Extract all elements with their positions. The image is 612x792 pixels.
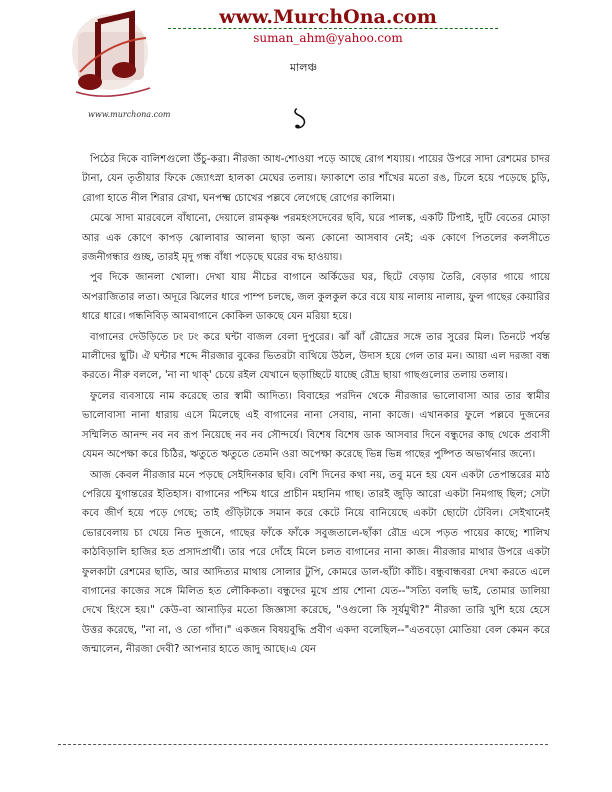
paragraph-2: মেঝে সাদা মারবেলে বাঁধানো, দেয়ালে রামকৃষ্ণ পরমহংসদেবের ছবি, ঘরে পালঙ্ক, একটি টিপাই, দুটি বেতের মোড়া আর এক কোণে কাপড় ঝোলাবার আলনা ছাড়া অন্য কোনো আসবাব নেই; এক কোণে পিতলের কলসীতে রজনীগন্ধার গুচ্ছ, তারই মৃদু গন্ধ বাঁধা পড়েছে ঘরের বদ্ধ হাওয়ায়। bbox=[82, 213, 550, 264]
paragraph-4: বাগানের দেউড়িতে ঢং ঢং করে ঘন্টা বাজল বেলা দুপুরের। ঝাঁ ঝাঁ রৌদ্রের সঙ্গে তার সুরের মিল। তিনটে পর্যন্ত মালীদের ছুটি। ঐ ঘন্টার শব্দে নীরজার বুকের ভিতরটা ব্যথিয়ে উঠল, উদাস হয়ে গেল তার মন। আয়া এল দরজা বন্ধ করতে। নীরু বললে, 'না না থাক্' চেয়ে রইল যেখানে ছড়াচ্ছিটে যাচ্ছে রৌদ্র ছায়া গাছগুলোর তলায় তলায়। bbox=[82, 331, 550, 382]
paragraph-3: পুব দিকে জানলা খোলা। দেখা যায় নীচের বাগানে অর্কিডের ঘর, ছিটে বেড়ায় তৈরি, বেড়ার গায়ে গায়ে অপরাজিতার লতা। অদূরে ঝিলের ধারে পাম্প চলছে, জল কুলকুল করে বয়ে যায় নালায় নালায়, ফুল গাছের কেয়ারির ধারে ধারে। গন্ধনিবিড় আমবাগানে কোকিল ডাকছে যেন মরিয়া হয়ে। bbox=[82, 272, 550, 323]
contact-email[interactable]: suman_ahm@yahoo.com bbox=[253, 31, 403, 45]
paragraph-5: ফুলের ব্যবসায়ে নাম করেছে তার স্বামী আদিত্য। বিবাহের পরদিন থেকে নীরজার ভালোবাসা আর তার স্বামীর ভালোবাসা নানা ধারায় এসে মিলেছে এই বাগানের নানা সেবায়, নানা কাজে। এখানকার ফুলে পল্লবে দুজনের সম্মিলিত আনন্দ নব নব রূপ নিয়েছে নব নব সৌন্দর্যে। বিশেষ বিশেষ ডাক আসবার দিনে বন্ধুদের কাছ থেকে প্রবাসী যেমন অপেক্ষা করে চিঠির, ঋতুতে ঋতুতে তেমনি ওরা অপেক্ষা করেছে ভিন্ন ভিন্ন গাছের পুষ্পিত অভ্যর্থনার জন্যে। bbox=[82, 390, 550, 461]
murchona-logo bbox=[68, 2, 158, 120]
logo-caption: www.murchona.com bbox=[88, 110, 171, 119]
footer-divider bbox=[58, 744, 548, 745]
header-divider bbox=[168, 28, 498, 29]
chapter-number: ১ bbox=[290, 101, 310, 136]
site-title[interactable]: www.MurchOna.com bbox=[219, 6, 437, 28]
body-text bbox=[82, 150, 550, 661]
paragraph-1: পিঠের দিকে বালিশগুলো উঁচু-করা। নীরজা আধ-শোওয়া পড়ে আছে রোগ শয্যায়। পায়ের উপরে সাদা রেশমের চাদর টানা, যেন তৃতীয়ার ফিকে জ্যোৎস্না হালকা মেঘের তলায়। ফ্যাকাশে তার শাঁখের মতো রঙ, ঢিলে হয়ে পড়েছে চুড়ি, রোগা হাতে নীল শিরার রেখা, ঘনপক্ষ্ম চোখের পল্লবে লেগেছে রোগের কালিমা। bbox=[82, 154, 550, 204]
music-note-logo-icon bbox=[68, 2, 158, 120]
book-title: মালঞ্চ bbox=[290, 61, 318, 74]
paragraph-6: আজ কেবল নীরজার মনে পড়ছে সেইদিনকার ছবি। বেশি দিনের কথা নয়, তবু মনে হয় যেন একটা তেপান্তরের মাঠ পেরিয়ে যুগান্তরের ইতিহাস। বাগানের পশ্চিম ধারে প্রাচীন মহানিম গাছ। তারই জুড়ি আরো একটা নিমগাছ ছিল; সেটা কবে জীর্ণ হয়ে পড়ে গেছে; তাই গুঁড়িটাকে সমান করে কেটে নিয়ে বানিয়েছে একটা ছোটো টেবিল। সেইখানেই ভোরবেলায় চা খেয়ে নিত দুজনে, গাছের ফাঁকে ফাঁকে সবুজতালে-ছাঁকা রৌদ্র এসে পড়ত পায়ের কাছে; শালিখ কাঠবিড়ালি হাজির হত প্রসাদপ্রার্থী। তার পরে দোঁহে মিলে চলত বাগানের নানা কাজ। নীরজার মাথার উপরে একটা ফুলকাটা রেশমের ছাতি, আর আদিত্যর মাথায় সোলার টুপি, কোমরে ডাল-ছাঁটা কাঁচি। বন্ধুবান্ধবরা দেখা করতে এলে বাগানের কাজের সঙ্গে মিলিত হত লৌকিকতা। বন্ধুদের মুখে প্রায় শোনা যেত--"সত্যি বলছি ভাই, তোমার ডালিয়া দেখে হিংসে হয়।" কেউ-বা আনাড়ির মতো জিজ্ঞাসা করেছে, "ওগুলো কি সূর্যমুখী?" নীরজা তারি খুশি হয়ে হেসে উত্তর করেছে, "না না, ও তো গাঁদা।" একজন বিষয়বুদ্ধি প্রবীণ একদা বলেছিল--"এতবড়ো মোতিয়া বেল কেমন করে জন্মালেন, নীরজা দেবী? আপনার হাতে জাদু আছে।এ যেন bbox=[82, 469, 550, 656]
